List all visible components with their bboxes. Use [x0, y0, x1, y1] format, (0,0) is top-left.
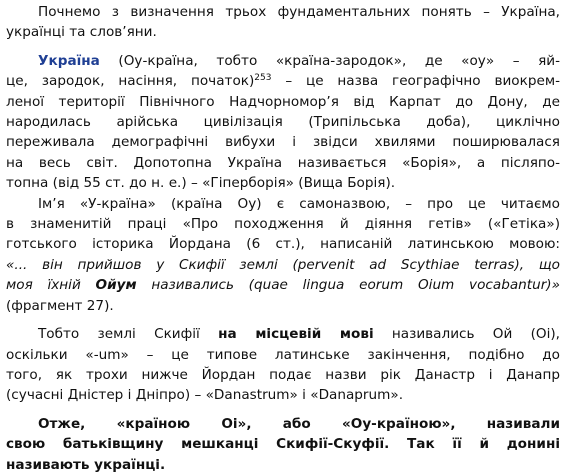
paragraph-gap	[6, 316, 560, 324]
text-line: в знаменитій праці «Про походження й діяння гетів» («Гетіка»)	[6, 216, 560, 233]
text-line: на весь світ. Допотопна Україна називається «Борія», а післяпо-	[6, 154, 560, 171]
text-segment: Тобто землі Скифії	[38, 326, 219, 343]
text-line	[6, 71, 560, 91]
text-line: Ім’я «У-країна» (країна Оу) є самоназвою, – про це читаємо	[38, 195, 560, 212]
text-segment: (Оу-країна, тобто «країна-зародок», де «оу» – яй-	[99, 52, 560, 69]
paragraph-conclusion	[6, 414, 560, 475]
text-line: називають українці.	[6, 456, 166, 473]
text-segment: називались (quae lingua eorum Oium vocabantur)»	[136, 277, 560, 294]
paragraph-intro	[6, 2, 560, 43]
text-line: леної території Північного Надчорномор’я від Карпат до Дону, де	[6, 93, 560, 110]
text-segment: моя їхній	[6, 277, 96, 294]
term-oium: Ойум	[95, 277, 137, 294]
text-line: того, як трохи нижче Йордан подає назви рік Данастр і Данапр	[6, 366, 560, 383]
text-line	[6, 275, 560, 295]
term-ukraine: Україна	[38, 52, 100, 69]
text-segment: називались Ой (Оі),	[373, 326, 560, 343]
text-line: свою батьківщину мешканці Скифії-Скуфії. Так її й донині	[6, 436, 560, 453]
paragraph-gap	[6, 406, 560, 414]
text-line: готського історика Йордана (6 ст.), написаній латинською мовою:	[6, 236, 560, 253]
term-local-language: на місцевій мові	[218, 326, 374, 343]
paragraph-ukraine	[6, 51, 560, 194]
text-segment: – це назва географічно виокрем-	[271, 73, 560, 90]
text-line: (сучасні Дністер і Дніпро) – «Danastrum» і «Danaprum».	[6, 387, 404, 404]
paragraph-scythia	[6, 324, 560, 406]
paragraph-gap	[6, 43, 560, 51]
text-line: топна (від 55 ст. до н. е.) – «Гіперборія» (Вища Борія).	[6, 175, 396, 192]
text-line: Отже, «країною Оі», або «Оу-країною», називали	[38, 415, 560, 432]
footnote-ref[interactable]: 253	[254, 73, 272, 84]
text-line: (фрагмент 27).	[6, 297, 114, 314]
text-segment: це, зародок, насіння, початок)	[6, 73, 255, 90]
text-line: Почнемо з визначення трьох фундаментальних понять – Україна,	[38, 4, 560, 20]
text-line: оскільки «-um» – це типове латинське закінчення, подібно до	[6, 346, 560, 363]
text-line	[6, 324, 560, 344]
text-line: українці та слов’яни.	[6, 24, 157, 41]
text-line: народилась арійська цивілізація (Трипільська доба), циклічно	[6, 114, 560, 131]
text-line: переживала демографічні вибухи і звідси хвилями поширювалася	[6, 134, 560, 151]
text-line: «... він прийшов у Скифії землі (pervenit ad Scythiae terras), що	[6, 256, 560, 273]
text-line	[6, 51, 560, 71]
paragraph-name	[6, 194, 560, 316]
